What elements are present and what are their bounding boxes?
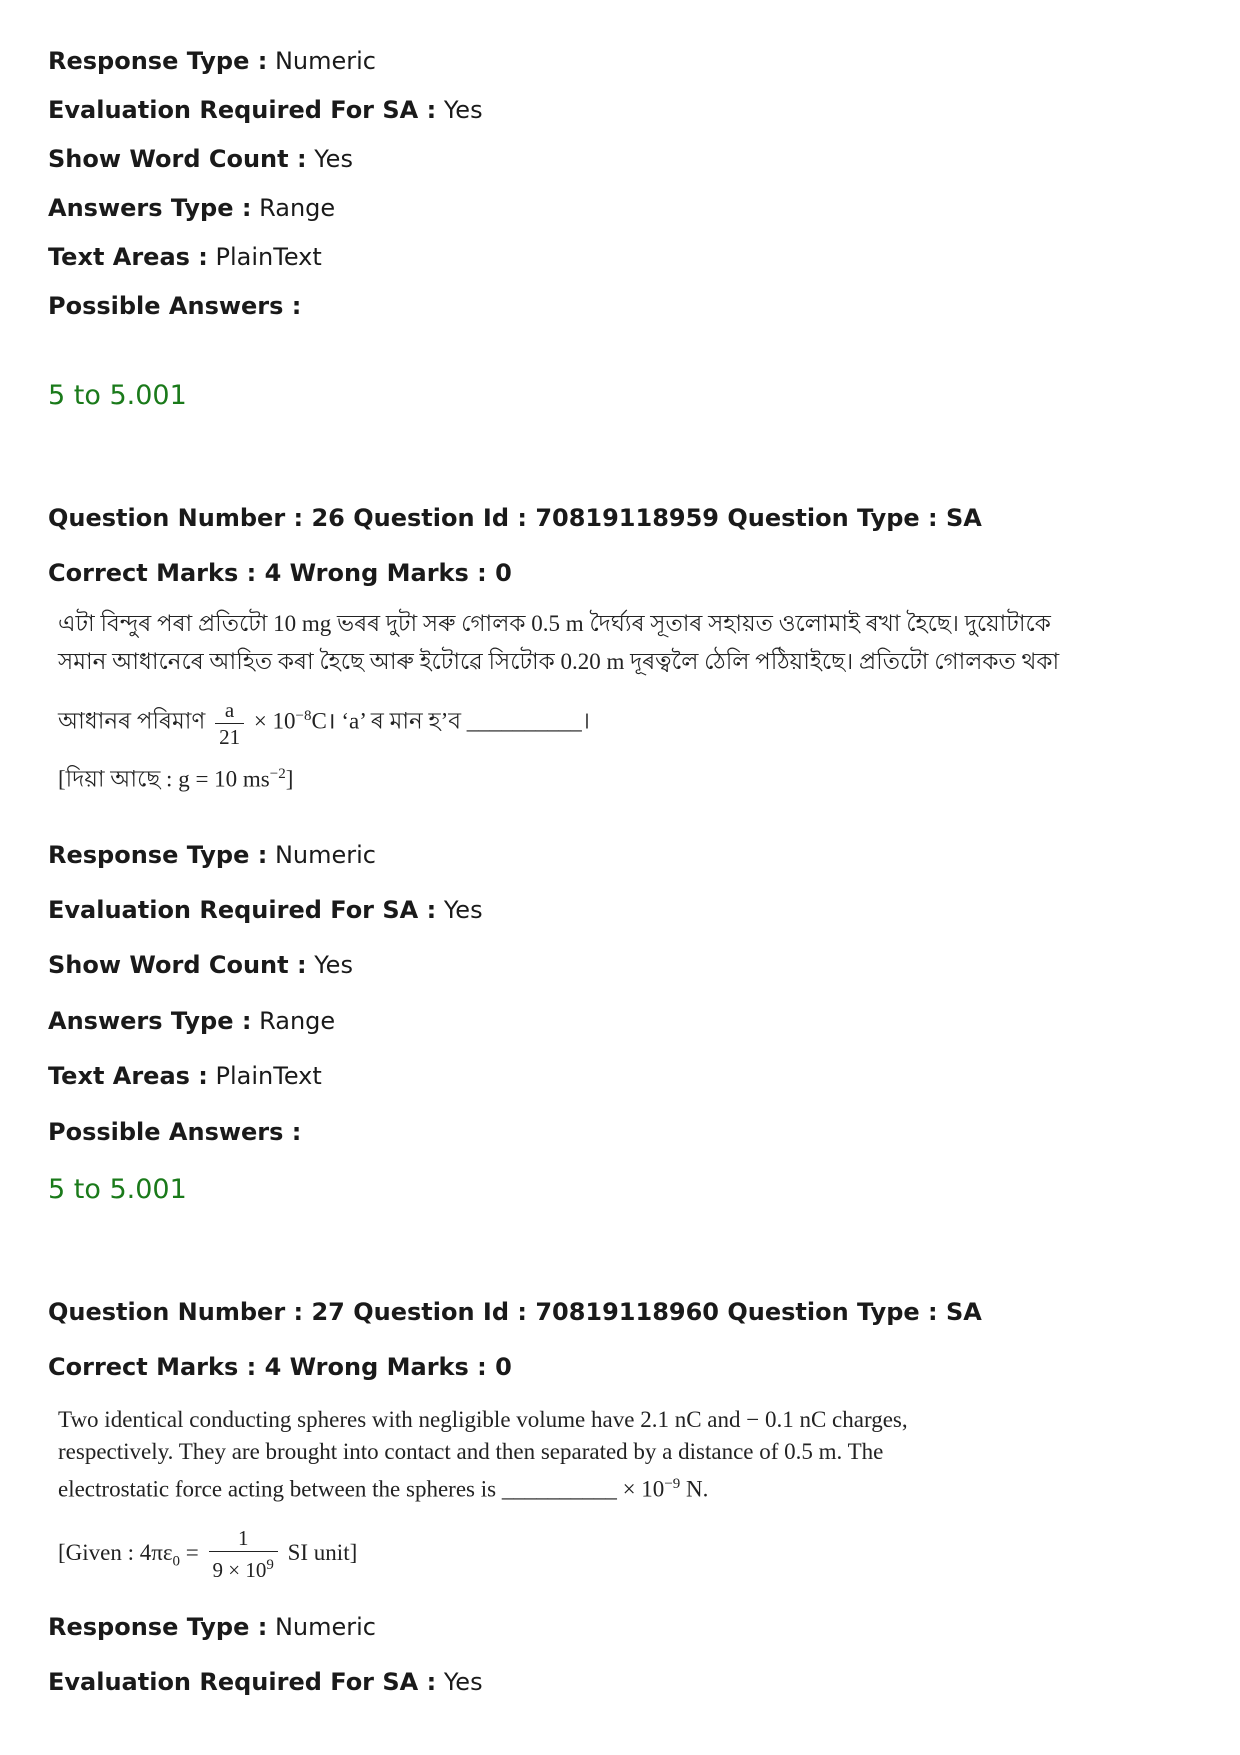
evaluation-required-field: Evaluation Required For SA : Yes: [48, 896, 483, 924]
show-word-count-field: Show Word Count : Yes: [48, 951, 353, 979]
evaluation-required-field: Evaluation Required For SA : Yes: [48, 1668, 483, 1696]
question-header: Question Number : 26 Question Id : 70819118959 Question Type : SA: [48, 504, 982, 532]
question-text-line: সমান আধানেৰে আহিত কৰা হৈছে আৰু ইটোৱে সিটোক 0.20 m দূৰত্বলৈ ঠেলি পঠিয়াইছে। প্ৰতিটো গোলকত থকা: [58, 649, 1060, 674]
question-marks: Correct Marks : 4 Wrong Marks : 0: [48, 559, 512, 587]
answers-type-field: Answers Type : Range: [48, 194, 336, 222]
question-body: [58, 1404, 908, 1594]
question-marks: Correct Marks : 4 Wrong Marks : 0: [48, 1353, 512, 1381]
possible-answer-value: 5 to 5.001: [48, 1174, 187, 1205]
question-text-line: এটা বিন্দুৰ পৰা প্ৰতিটো 10 mg ভৰৰ দুটা সৰু গোলক 0.5 m দৈৰ্ঘ্যৰ সূতাৰ সহায়ত ওলোমাই ৰখা হৈছে। দুয়োটাকে: [58, 611, 1051, 636]
question-header: Question Number : 27 Question Id : 70819118960 Question Type : SA: [48, 1298, 982, 1326]
fraction: $\frac{a}{21}$: [215, 697, 244, 750]
given-text: [Given : $4\pi\varepsilon_0$ = $\frac{1}{9 \times 10^9}$ SI unit]: [58, 1526, 358, 1583]
possible-answers-label: Possible Answers :: [48, 1118, 302, 1146]
response-type-field: Response Type : Numeric: [48, 47, 376, 75]
question-body: [58, 608, 1059, 795]
possible-answer-value: 5 to 5.001: [48, 380, 187, 411]
given-text: [দিয়া আছে : g = 10 $ms^{-2}$]: [58, 765, 294, 792]
evaluation-required-field: Evaluation Required For SA : Yes: [48, 96, 483, 124]
text-areas-field: Text Areas : PlainText: [48, 1062, 322, 1090]
response-type-field: Response Type : Numeric: [48, 1613, 376, 1641]
question-text-line: electrostatic force acting between the spheres is __________ × $10^{-9}$ N.: [58, 1476, 709, 1502]
show-word-count-field: Show Word Count : Yes: [48, 145, 353, 173]
question-text-line: আধানৰ পৰিমাণ $\frac{a}{21}$ × $10^{-8}C।$ ‘a’ ৰ মান হ’ব __________।: [58, 697, 591, 749]
possible-answers-label: Possible Answers :: [48, 292, 302, 320]
question-text-line: respectively. They are brought into contact and then separated by a distance of 0.5 m. The: [58, 1439, 884, 1464]
question-text-line: Two identical conducting spheres with negligible volume have 2.1 nC and − 0.1 nC charges,: [58, 1407, 908, 1432]
response-type-field: Response Type : Numeric: [48, 841, 376, 869]
text-areas-field: Text Areas : PlainText: [48, 243, 322, 271]
fraction: $\frac{1}{9 \times 10^9}$: [209, 1525, 278, 1583]
answers-type-field: Answers Type : Range: [48, 1007, 336, 1035]
